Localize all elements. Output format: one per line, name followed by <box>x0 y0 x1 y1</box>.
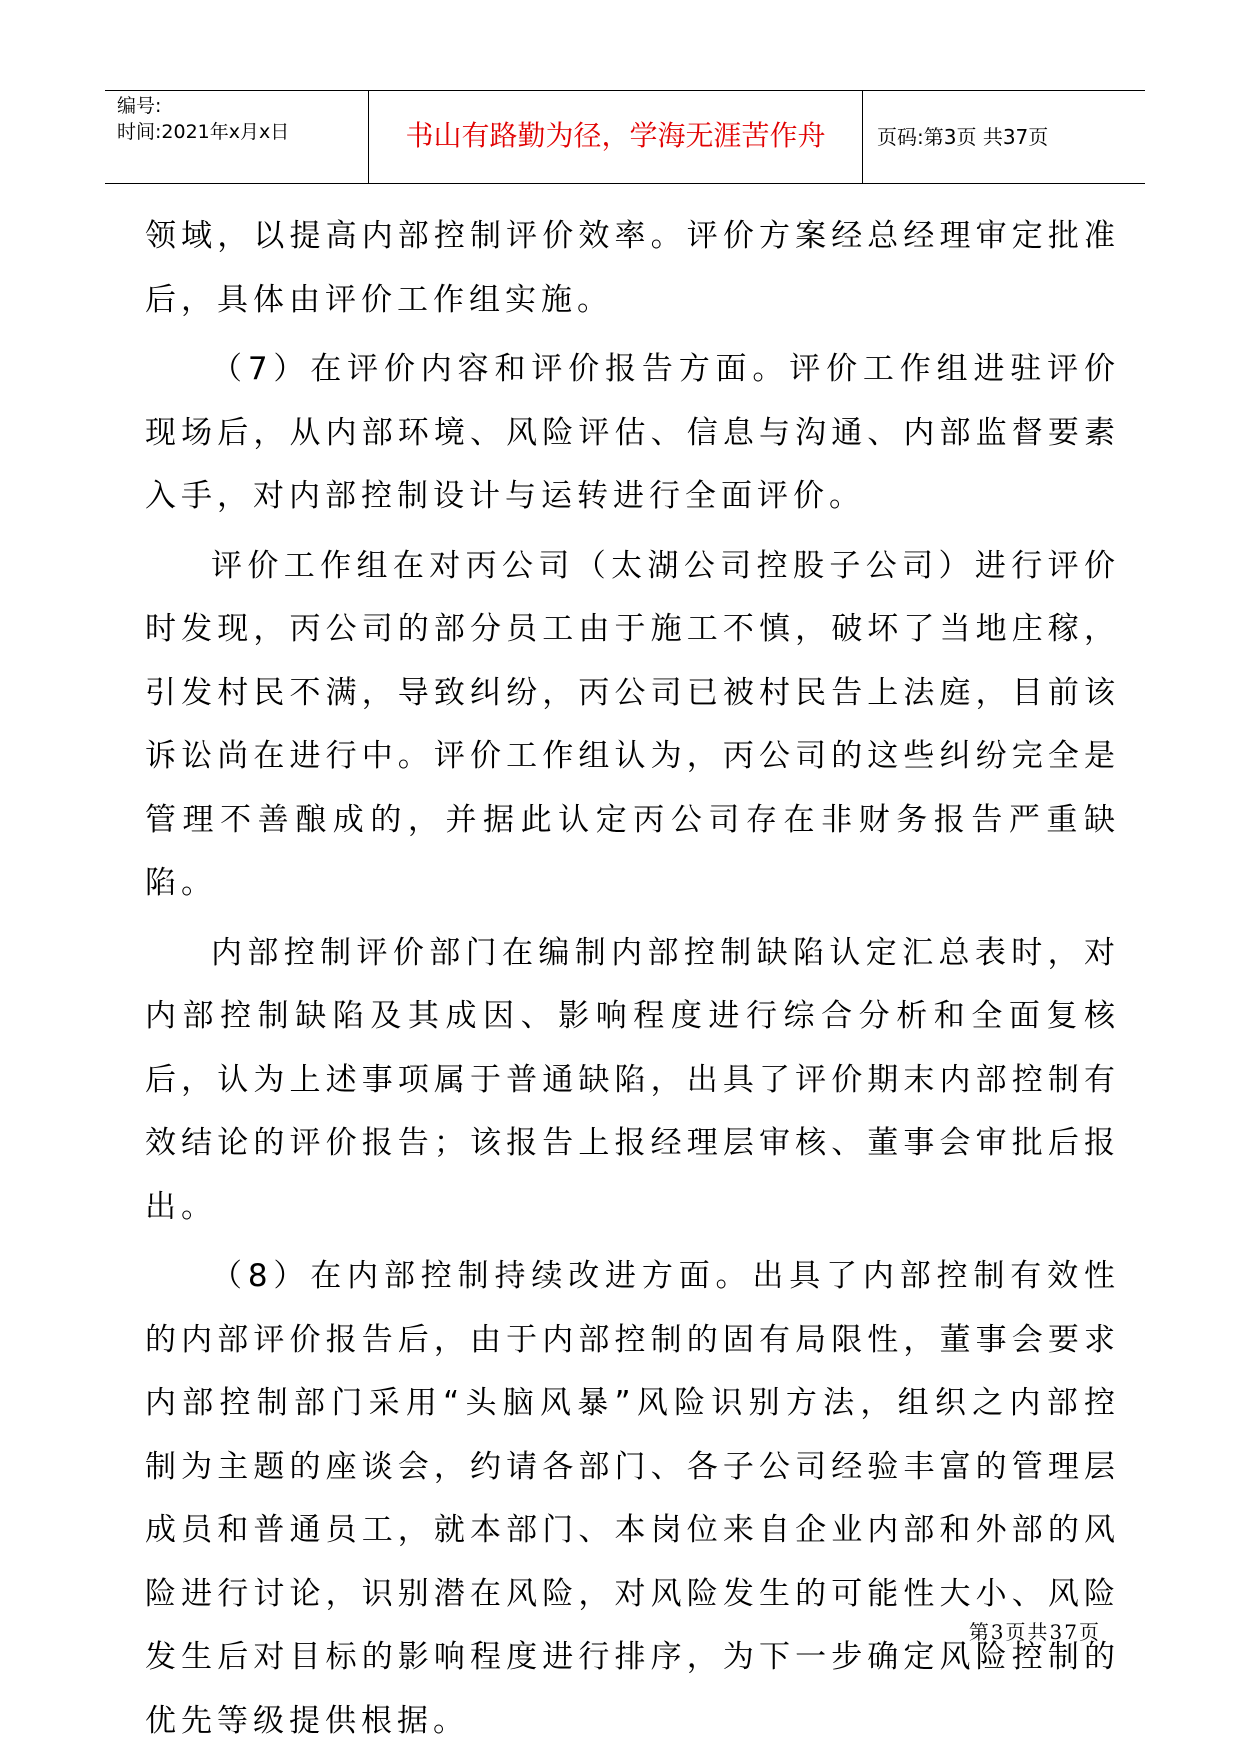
header-page-info: 页码:第3页 共37页 <box>877 125 1049 149</box>
document-header <box>105 90 1145 184</box>
header-page-cell <box>863 91 1145 183</box>
document-body <box>145 205 1120 1759</box>
paragraph-2: （7）在评价内容和评价报告方面。评价工作组进驻评价现场后，从内部环境、风险评估、信息与沟通、内部监督要素入手，对内部控制设计与运转进行全面评价。 <box>145 351 1120 514</box>
header-motto-cell <box>369 91 863 183</box>
paragraph-5: （8）在内部控制持续改进方面。出具了内部控制有效性的内部评价报告后，由于内部控制的固有局限性，董事会要求内部控制部门采用“头脑风暴”风险识别方法，组织之内部控制为主题的座谈会，约请各部门、各子公司经验丰富的管理层成员和普通员工，就本部门、本岗位来自企业内部和外部的风险进行讨论，识别潜在风险，对风险发生的可能性大小、风险发生后对目标的影响程度进行排序，为下一步确定风险控制的优先等级提供根据。 <box>145 1258 1120 1739</box>
document-number-label: 编号: <box>117 95 162 117</box>
page-footer: 第3页共37页 <box>968 1620 1101 1644</box>
header-motto: 书山有路勤为径，学海无涯苦作舟 <box>405 119 826 152</box>
paragraph-3: 评价工作组在对丙公司（太湖公司控股子公司）进行评价时发现，丙公司的部分员工由于施工不慎，破坏了当地庄稼，引发村民不满，导致纠纷，丙公司已被村民告上法庭，目前该诉讼尚在进行中。评价工作组认为，丙公司的这些纠纷完全是管理不善酿成的，并据此认定丙公司存在非财务报告严重缺陷。 <box>145 547 1120 901</box>
document-time-label: 时间:2021年x月x日 <box>117 121 290 143</box>
paragraph-1: 领域，以提高内部控制评价效率。评价方案经总经理审定批准后，具体由评价工作组实施。 <box>145 218 1120 318</box>
paragraph-4: 内部控制评价部门在编制内部控制缺陷认定汇总表时，对内部控制缺陷及其成因、影响程度进行综合分析和全面复核后，认为上述事项属于普通缺陷，出具了评价期末内部控制有效结论的评价报告；该报告上报经理层审核、董事会审批后报出。 <box>145 934 1120 1225</box>
header-meta-cell <box>105 91 369 183</box>
